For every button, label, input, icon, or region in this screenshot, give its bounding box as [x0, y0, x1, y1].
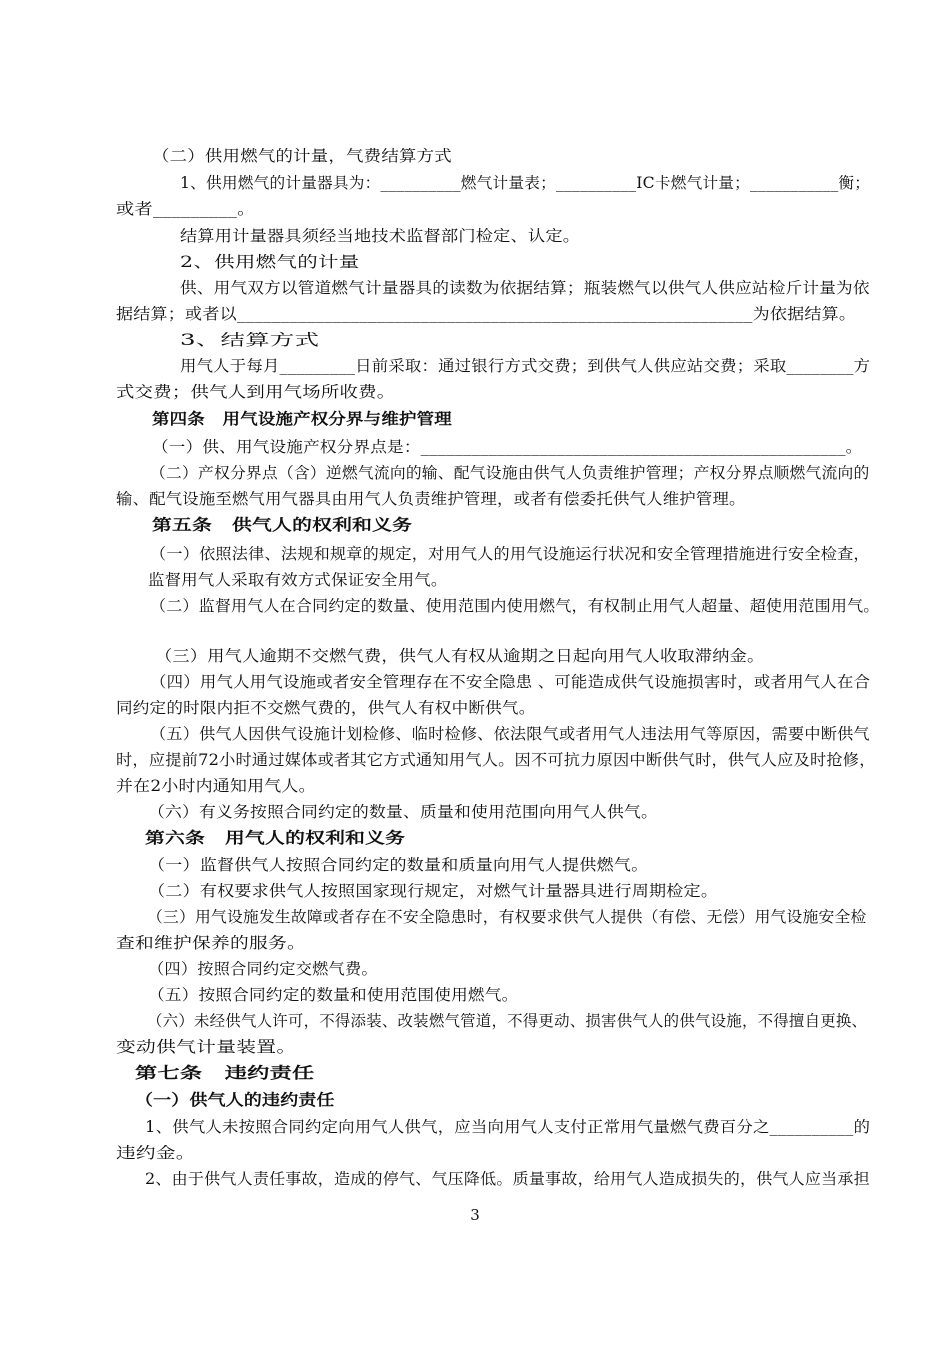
paragraph-line: （二）产权分界点（含）逆燃气流向的输、配气设施由供气人负责维护管理；产权分界点顺燃气流向的 [150, 464, 870, 482]
paragraph-line: （五）按照合同约定的数量和使用范围使用燃气。 [148, 986, 519, 1004]
paragraph-line: 1、供用燃气的计量器具为：__________燃气计量表；__________IC卡燃气计量；___________衡； [180, 174, 871, 192]
article-heading: 第五条 供气人的权利和义务 [152, 516, 413, 534]
article-heading: 第四条 用气设施产权分界与维护管理 [152, 410, 452, 428]
paragraph-line: （一）供、用气设施产权分界点是：__________________________________________________。 [152, 438, 863, 456]
subsection-heading: （一）供气人的违约责任 [135, 1091, 335, 1109]
page-number: 3 [470, 1206, 480, 1224]
paragraph-line: 用气人于每月_________日前采取：通过银行方式交费；到供气人供应站交费；采取________方 [180, 357, 871, 375]
paragraph-line: 3、结算方式 [180, 331, 320, 349]
paragraph-line: 变动供气计量装置。 [116, 1038, 297, 1056]
paragraph-line: 2、供用燃气的计量 [180, 253, 360, 271]
paragraph-line: （四）按照合同约定交燃气费。 [148, 960, 378, 978]
paragraph-line: 结算用计量器具须经当地技术监督部门检定、认定。 [180, 227, 581, 245]
paragraph-line: 同约定的时限内拒不交燃气费的，供气人有权中断供气。 [116, 699, 536, 717]
paragraph-line: 违约金。 [116, 1144, 196, 1162]
paragraph-line: 输、配气设施至燃气用气器具由用气人负责维护管理，或者有偿委托供气人维护管理。 [116, 490, 746, 508]
paragraph-line: （二）有权要求供气人按照国家现行规定，对燃气计量器具进行周期检定。 [148, 882, 719, 900]
paragraph-line: （一）监督供气人按照合同约定的数量和质量向用气人提供燃气。 [148, 856, 649, 874]
paragraph-line: 2、由于供气人责任事故，造成的停气、气压降低。质量事故，给用气人造成损失的，供气人应当承担 [145, 1170, 870, 1188]
paragraph-line: （三）用气设施发生故障或者存在不安全隐患时，有权要求供气人提供（有偿、无偿）用气设施安全检 [147, 908, 867, 926]
paragraph-line: 供、用气双方以管道燃气计量器具的读数为依据结算；瓶装燃气以供气人供应站检斤计量为依 [180, 279, 870, 297]
article-heading: 第七条 违约责任 [135, 1064, 315, 1082]
paragraph-line: （六）有义务按照合同约定的数量、质量和使用范围向用气人供气。 [148, 803, 659, 821]
paragraph-line: （二）监督用气人在合同约定的数量、使用范围内使用燃气，有权制止用气人超量、超使用范围用气。 [150, 597, 880, 615]
paragraph-line: 查和维护保养的服务。 [116, 934, 307, 952]
paragraph-line: 监督用气人采取有效方式保证安全用气。 [148, 571, 448, 589]
paragraph-line: 并在2小时内通知用气人。 [116, 777, 316, 795]
paragraph-line: 或者_________。 [116, 200, 256, 218]
paragraph-line: （五）供气人因供气设施计划检修、临时检修、依法限气或者用气人违法用气等原因，需要中断供气 [150, 725, 870, 743]
paragraph-line: 式交费；供气人到用气场所收费。 [116, 383, 396, 401]
paragraph-line: 时，应提前72小时通过媒体或者其它方式通知用气人。因不可抗力原因中断供气时，供气人应及时抢修， [116, 751, 876, 769]
paragraph-line: （三）用气人逾期不交燃气费，供气人有权从逾期之日起向用气人收取滞纳金。 [155, 647, 765, 665]
paragraph-line: 1、供气人未按照合同约定向用气人供气，应当向用气人支付正常用气量燃气费百分之__________的 [145, 1118, 871, 1136]
paragraph-line: （一）依照法律、法规和规章的规定，对用气人的用气设施运行状况和安全管理措施进行安全检查， [150, 545, 870, 563]
paragraph-line: （四）用气人用气设施或者安全管理存在不安全隐患 、可能造成供气设施损害时，或者用气人在合 [150, 673, 871, 691]
paragraph-line: 据结算；或者以___________________________________________________________为依据结算。 [116, 305, 857, 323]
section-heading: （二）供用燃气的计量，气费结算方式 [152, 147, 452, 165]
paragraph-line: （六）未经供气人许可，不得添装、改装燃气管道，不得更动、损害供气人的供气设施，不得擅自更换、 [147, 1012, 868, 1030]
article-heading: 第六条 用气人的权利和义务 [145, 829, 406, 847]
